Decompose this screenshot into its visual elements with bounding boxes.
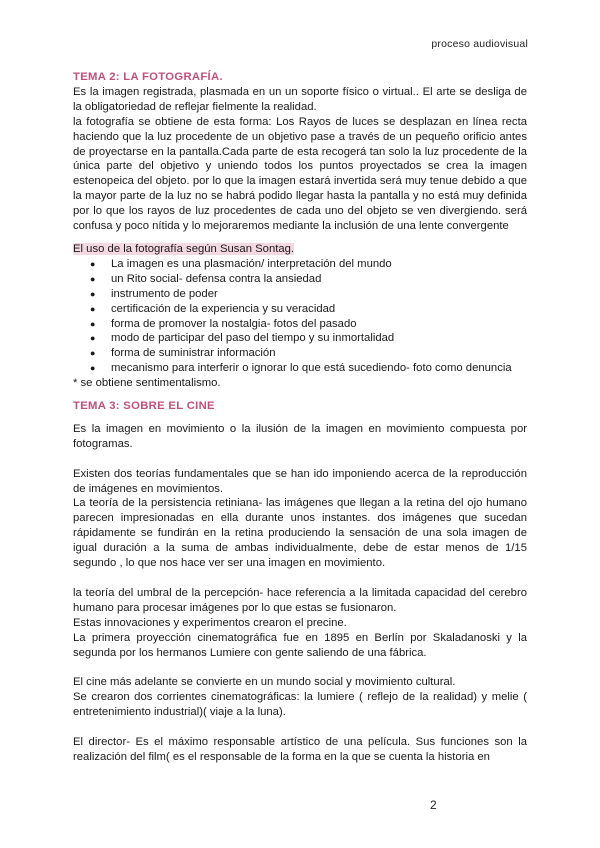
list-item: ● forma de promover la nostalgia- fotos del pasado [90,317,357,330]
section-title-tema-2: TEMA 2: LA FOTOGRAFÍA. [73,71,223,83]
bullet-icon: ● [90,333,96,344]
bullet-icon: ● [90,288,96,299]
sontag-bullet-list [73,257,527,376]
bullet-icon: ● [90,303,96,314]
paragraph: El cine más adelante se convierte en un mundo social y movimiento cultural. [73,676,456,689]
bullet-icon: ● [90,273,96,284]
sontag-heading [73,242,527,257]
list-item: ● certificación de la experiencia y su veracidad [90,302,336,315]
bullet-icon: ● [90,318,96,329]
note: * se obtiene sentimentalismo. [73,377,221,390]
paragraph: la fotografía se obtiene de esta forma: Los Rayos de luces se desplazan en línea recta haciendo que la luz procedente de un objetivo pase a través de un pequeño orificio antes de proyectarse en la pantalla.Cada parte de esta recogerá tan solo la luz procedente de la única parte del objetivo y uniendo todos los puntos proyectados se crea la imagen estenopeica del objeto. por lo que la imagen estará invertida será muy tenue debido a que la mayor parte de la luz no se habrá podido llegar hasta la pantalla y no está muy definida por lo que los rayos de luz procedentes de cada uno del objeto se ven divergiendo. será confusa y poco nítida y lo mejoraremos mediante la inclusión de una lente convergente [73,115,527,233]
paragraph: Es la imagen registrada, plasmada en un un soporte físico o virtual.. El arte se desliga de la obligatoriedad de reflejar fielmente la realidad. [73,85,527,113]
paragraph: Es la imagen en movimiento o la ilusión de la imagen en movimiento compuesta por fotogramas. [73,422,527,450]
list-item: ● forma de suministrar información [90,347,276,360]
list-item: ● La imagen es una plasmación/ interpretación del mundo [90,257,392,270]
paragraph: La teoría de la persistencia retiniana- las imágenes que llegan a la retina del ojo humano parecen impresionadas en ella durante unos instantes. dos imágenes que sucedan rápidamente se fundirán en la retina produciendo la sensación de una sola imagen de igual duración a la suma de ambas individualmente, debe de estar menos de 1/15 segundo , lo que nos hace ver ser una imagen en movimiento. [73,497,527,570]
section-title-tema-3: TEMA 3: SOBRE EL CINE [73,400,215,413]
page-content [73,70,527,765]
paragraph: la teoría del umbral de la percepción- hace referencia a la limitada capacidad del cerebro humano para procesar imágenes por lo que estas se fusionaron. [73,586,527,614]
paragraph: Estas innovaciones y experimentos crearon el precine. [73,616,347,629]
list-item: ● instrumento de poder [90,287,218,300]
paragraph: El director- Es el máximo responsable artístico de una película. Sus funciones son la realización del film( es el responsable de la forma en la que se cuenta la historia en [73,735,527,763]
paragraph: Se crearon dos corrientes cinematográficas: la lumiere ( reflejo de la realidad) y melie ( entretenimiento industrial)( viaje a la luna). [73,691,527,719]
highlighted-text: El uso de la fotografía según Susan Sontag. [73,242,295,255]
list-item: ● mecanismo para interferir o ignorar lo que está sucediendo- foto como denuncia [90,362,512,375]
list-item: ● un Rito social- defensa contra la ansiedad [90,272,322,285]
list-item: ● modo de participar del paso del tiempo y su inmortalidad [90,332,395,345]
paragraph: La primera proyección cinematográfica fue en 1895 en Berlín por Skaladanoski y la segunda por los hermanos Lumiere con gente saliendo de una fábrica. [73,631,527,659]
page-number: 2 [430,798,437,812]
bullet-icon: ● [90,363,96,374]
running-header: proceso audiovisual [431,38,528,50]
bullet-icon: ● [90,348,96,359]
bullet-icon: ● [90,258,96,269]
paragraph: Existen dos teorías fundamentales que se han ido imponiendo acerca de la reproducción de imágenes en movimientos. [73,467,527,495]
